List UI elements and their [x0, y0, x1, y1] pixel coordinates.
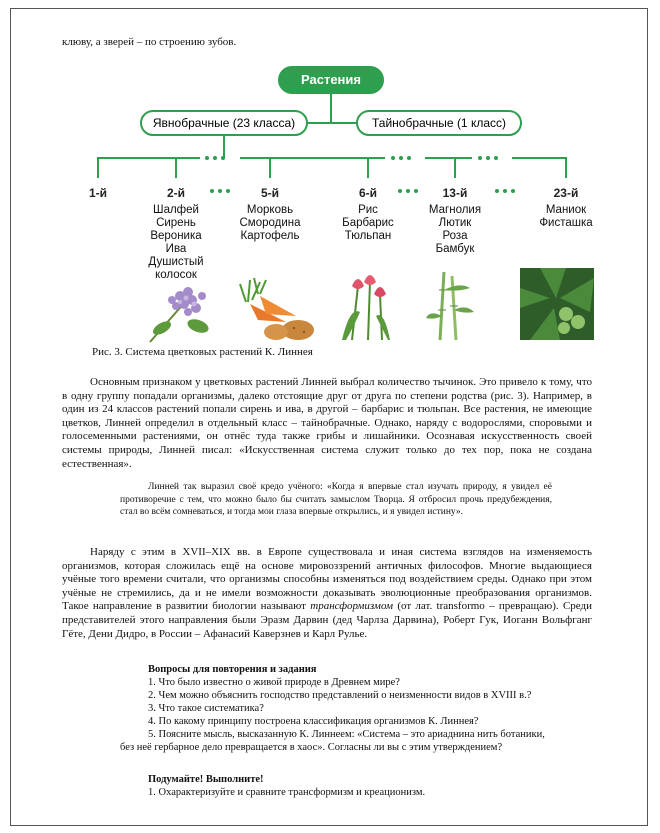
carrot-potato-illustration: [236, 274, 318, 342]
plant-list-class-6: [318, 204, 418, 243]
pistachio-cassava-illustration: [520, 268, 594, 340]
plant-name: Сирень: [156, 217, 196, 229]
plant-list-class-13: [405, 204, 505, 256]
plant-name: Душистый: [148, 256, 204, 268]
plant-name: Рис: [358, 204, 378, 216]
class-label: 6-й: [358, 186, 378, 200]
top-line: клюву, а зверей – по строению зубов.: [62, 36, 237, 48]
diagram-branch-right: Тайнобрачные (1 класс): [356, 110, 522, 136]
plant-name: Смородина: [239, 217, 301, 229]
bamboo-illustration: [426, 270, 476, 342]
paragraph-2-text: Наряду с этим в XVII–XIX вв. в Европе существовала и иная система взглядов на изменяемость организмов, которая сложилась ещё на основе мировоззрений античных философов. Многие выдающиеся учёные того времени считали, что организмы способны изменяться под воздействием среды. Однако при этом учёные не стремились, да и не имели возможности доказывать эволюционные преобразования организмов. Такое направление в развитии биологии называют: [62, 546, 592, 613]
class-label: 5-й: [260, 186, 280, 200]
plant-name: Тюльпан: [344, 230, 392, 242]
lilac-illustration: [140, 282, 218, 344]
term-transformism: трансформизмом: [310, 600, 394, 613]
paragraph-2-text-end: (от лат. transformo – превращаю). Среди представителей этого направления были Эразм Дарвин (дед Чарлза Дарвина), Роберт Гук, Иоганн Вольфганг Гёте, Дени Дидро, в России – Афанасий Каверзнев и Карл Рулье.: [62, 600, 592, 640]
diagram-root-box: Растения: [278, 66, 384, 94]
plant-name: Роза: [442, 230, 468, 242]
question-item: без неё гербарное дело превращается в хаос». Согласны ли вы с этим утверждением?: [120, 742, 503, 753]
plant-list-class-23: [516, 204, 616, 230]
plant-name: Бамбук: [435, 243, 475, 255]
question-item: 5. Поясните мысль, высказанную К. Линнеем: «Система – это ариаднина нить ботаники,: [148, 729, 545, 740]
question-item: 2. Чем можно объяснить господство представлений о неизменности видов в XVIII в.?: [148, 690, 532, 701]
class-label: 2-й: [166, 186, 186, 200]
plant-list-class-2: [126, 204, 226, 282]
plant-name: Ива: [165, 243, 187, 255]
diagram-branch-left: Явнобрачные (23 класса): [140, 110, 308, 136]
paragraph-1: Основным признаком у цветковых растений Линней выбрал количество тычинок. Это привело к тому, что в одну группу попадали организмы, далеко отстоящие друг от друга по степени родства (рис. 3). Например, в один из 24 классов растений попали сирень и ива, в другой – барбарис и тюльпан. Все растения, не имеющие цветков, Линней определил в отдельный класс – тайнобрачные. Однако, наряду с водорослями, споровыми и голосеменными растениями, он отнёс туда также грибы и лишайники. Осознавая искусственность своей системы природы, Линней писал: «Искусственная система служит только до тех пор, пока не создана естественная».: [62, 376, 592, 470]
task-item: 1. Охарактеризуйте и сравните трансформизм и креационизм.: [148, 787, 426, 798]
class-label: 23-й: [553, 186, 579, 200]
class-label: 1-й: [88, 186, 108, 200]
paragraph-2: [62, 546, 592, 641]
question-item: 3. Что такое систематика?: [148, 703, 264, 714]
plant-name: Маниок: [545, 204, 587, 216]
plant-name: Вероника: [150, 230, 202, 242]
plant-name: колосок: [155, 269, 197, 281]
questions-list: [120, 676, 578, 754]
plant-name: Фисташка: [539, 217, 593, 229]
question-item: 1. Что было известно о живой природе в Древнем мире?: [148, 677, 400, 688]
plant-name: Шалфей: [153, 204, 199, 216]
plant-name: Магнолия: [428, 204, 482, 216]
questions-title: Вопросы для повторения и задания: [148, 664, 317, 675]
figure-caption: Рис. 3. Система цветковых растений К. Линнея: [92, 346, 313, 358]
tulip-illustration: [332, 266, 404, 342]
task-title: Подумайте! Выполните!: [148, 774, 264, 785]
plant-name: Морковь: [246, 204, 294, 216]
linnaeus-quote: Линней так выразил своё кредо учёного: «Когда я впервые стал изучать природу, я увидел её противоречие с тем, что можно было бы считать замыслом Творца. Я отбросил прочь предубеждения, стал во всём сомневаться, и тогда мои глаза впервые открылись, и я увидел истину».: [120, 482, 552, 517]
question-item: 4. По какому принципу построена классификация организмов К. Линнея?: [148, 716, 479, 727]
plant-name: Барбарис: [342, 217, 394, 229]
plant-name: Картофель: [240, 230, 300, 242]
plant-name: Лютик: [438, 217, 472, 229]
class-label: 13-й: [442, 186, 468, 200]
plant-list-class-5: [220, 204, 320, 243]
